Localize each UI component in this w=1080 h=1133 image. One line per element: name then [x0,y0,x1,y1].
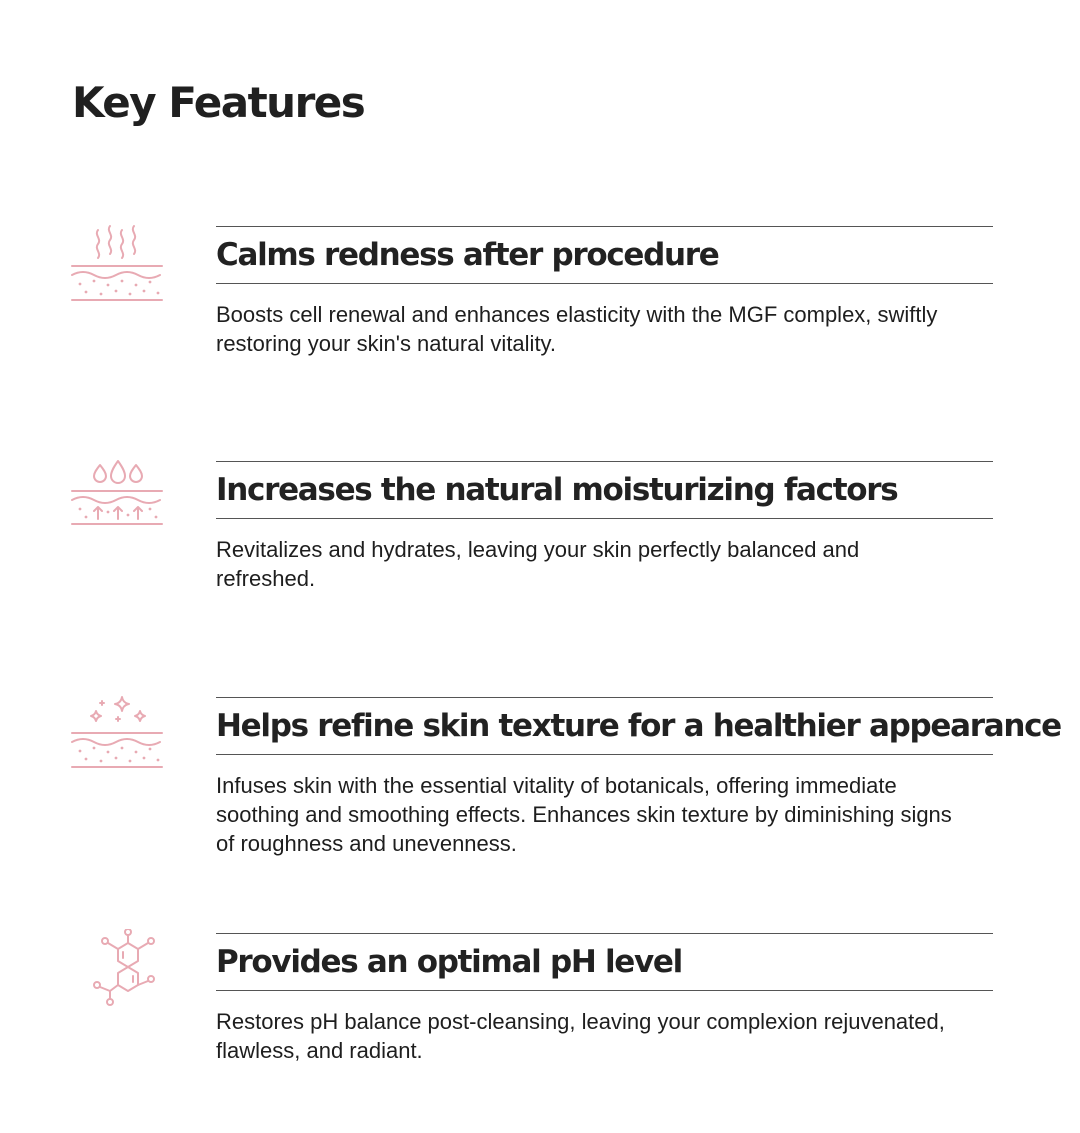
feature-description: Revitalizes and hydrates, leaving your skin perfectly balanced and refreshed. [216,537,860,591]
divider [216,226,993,227]
feature-title: Increases the natural moisturizing factors [216,472,898,508]
divider [216,283,993,284]
feature-item-refine-texture [0,697,1080,897]
skin-heat-waves-icon [68,222,166,308]
divider [216,754,993,755]
divider [216,518,993,519]
feature-title: Helps refine skin texture for a healthier appearance [216,708,1061,744]
skin-sparkles-icon [68,693,166,779]
feature-item-moisturizing [0,461,1080,661]
divider [216,697,993,698]
feature-item-ph-level [0,933,1080,1133]
feature-description: Boosts cell renewal and enhances elasticity with the MGF complex, swiftly restoring your skin's natural vitality. [216,302,938,356]
divider [216,933,993,934]
feature-description: Infuses skin with the essential vitality of botanicals, offering immediate soothing and smoothing effects. Enhances skin texture by diminishing signs of roughness and unevenness. [216,773,952,856]
feature-description: Restores pH balance post-cleansing, leaving your complexion rejuvenated, flawless, and radiant. [216,1009,945,1063]
skin-water-drops-icon [68,457,166,543]
feature-title: Provides an optimal pH level [216,944,682,980]
divider [216,461,993,462]
divider [216,990,993,991]
feature-item-calms-redness [0,226,1080,426]
feature-title: Calms redness after procedure [216,237,719,273]
molecule-icon [68,929,166,1015]
page-title: Key Features [72,78,365,127]
